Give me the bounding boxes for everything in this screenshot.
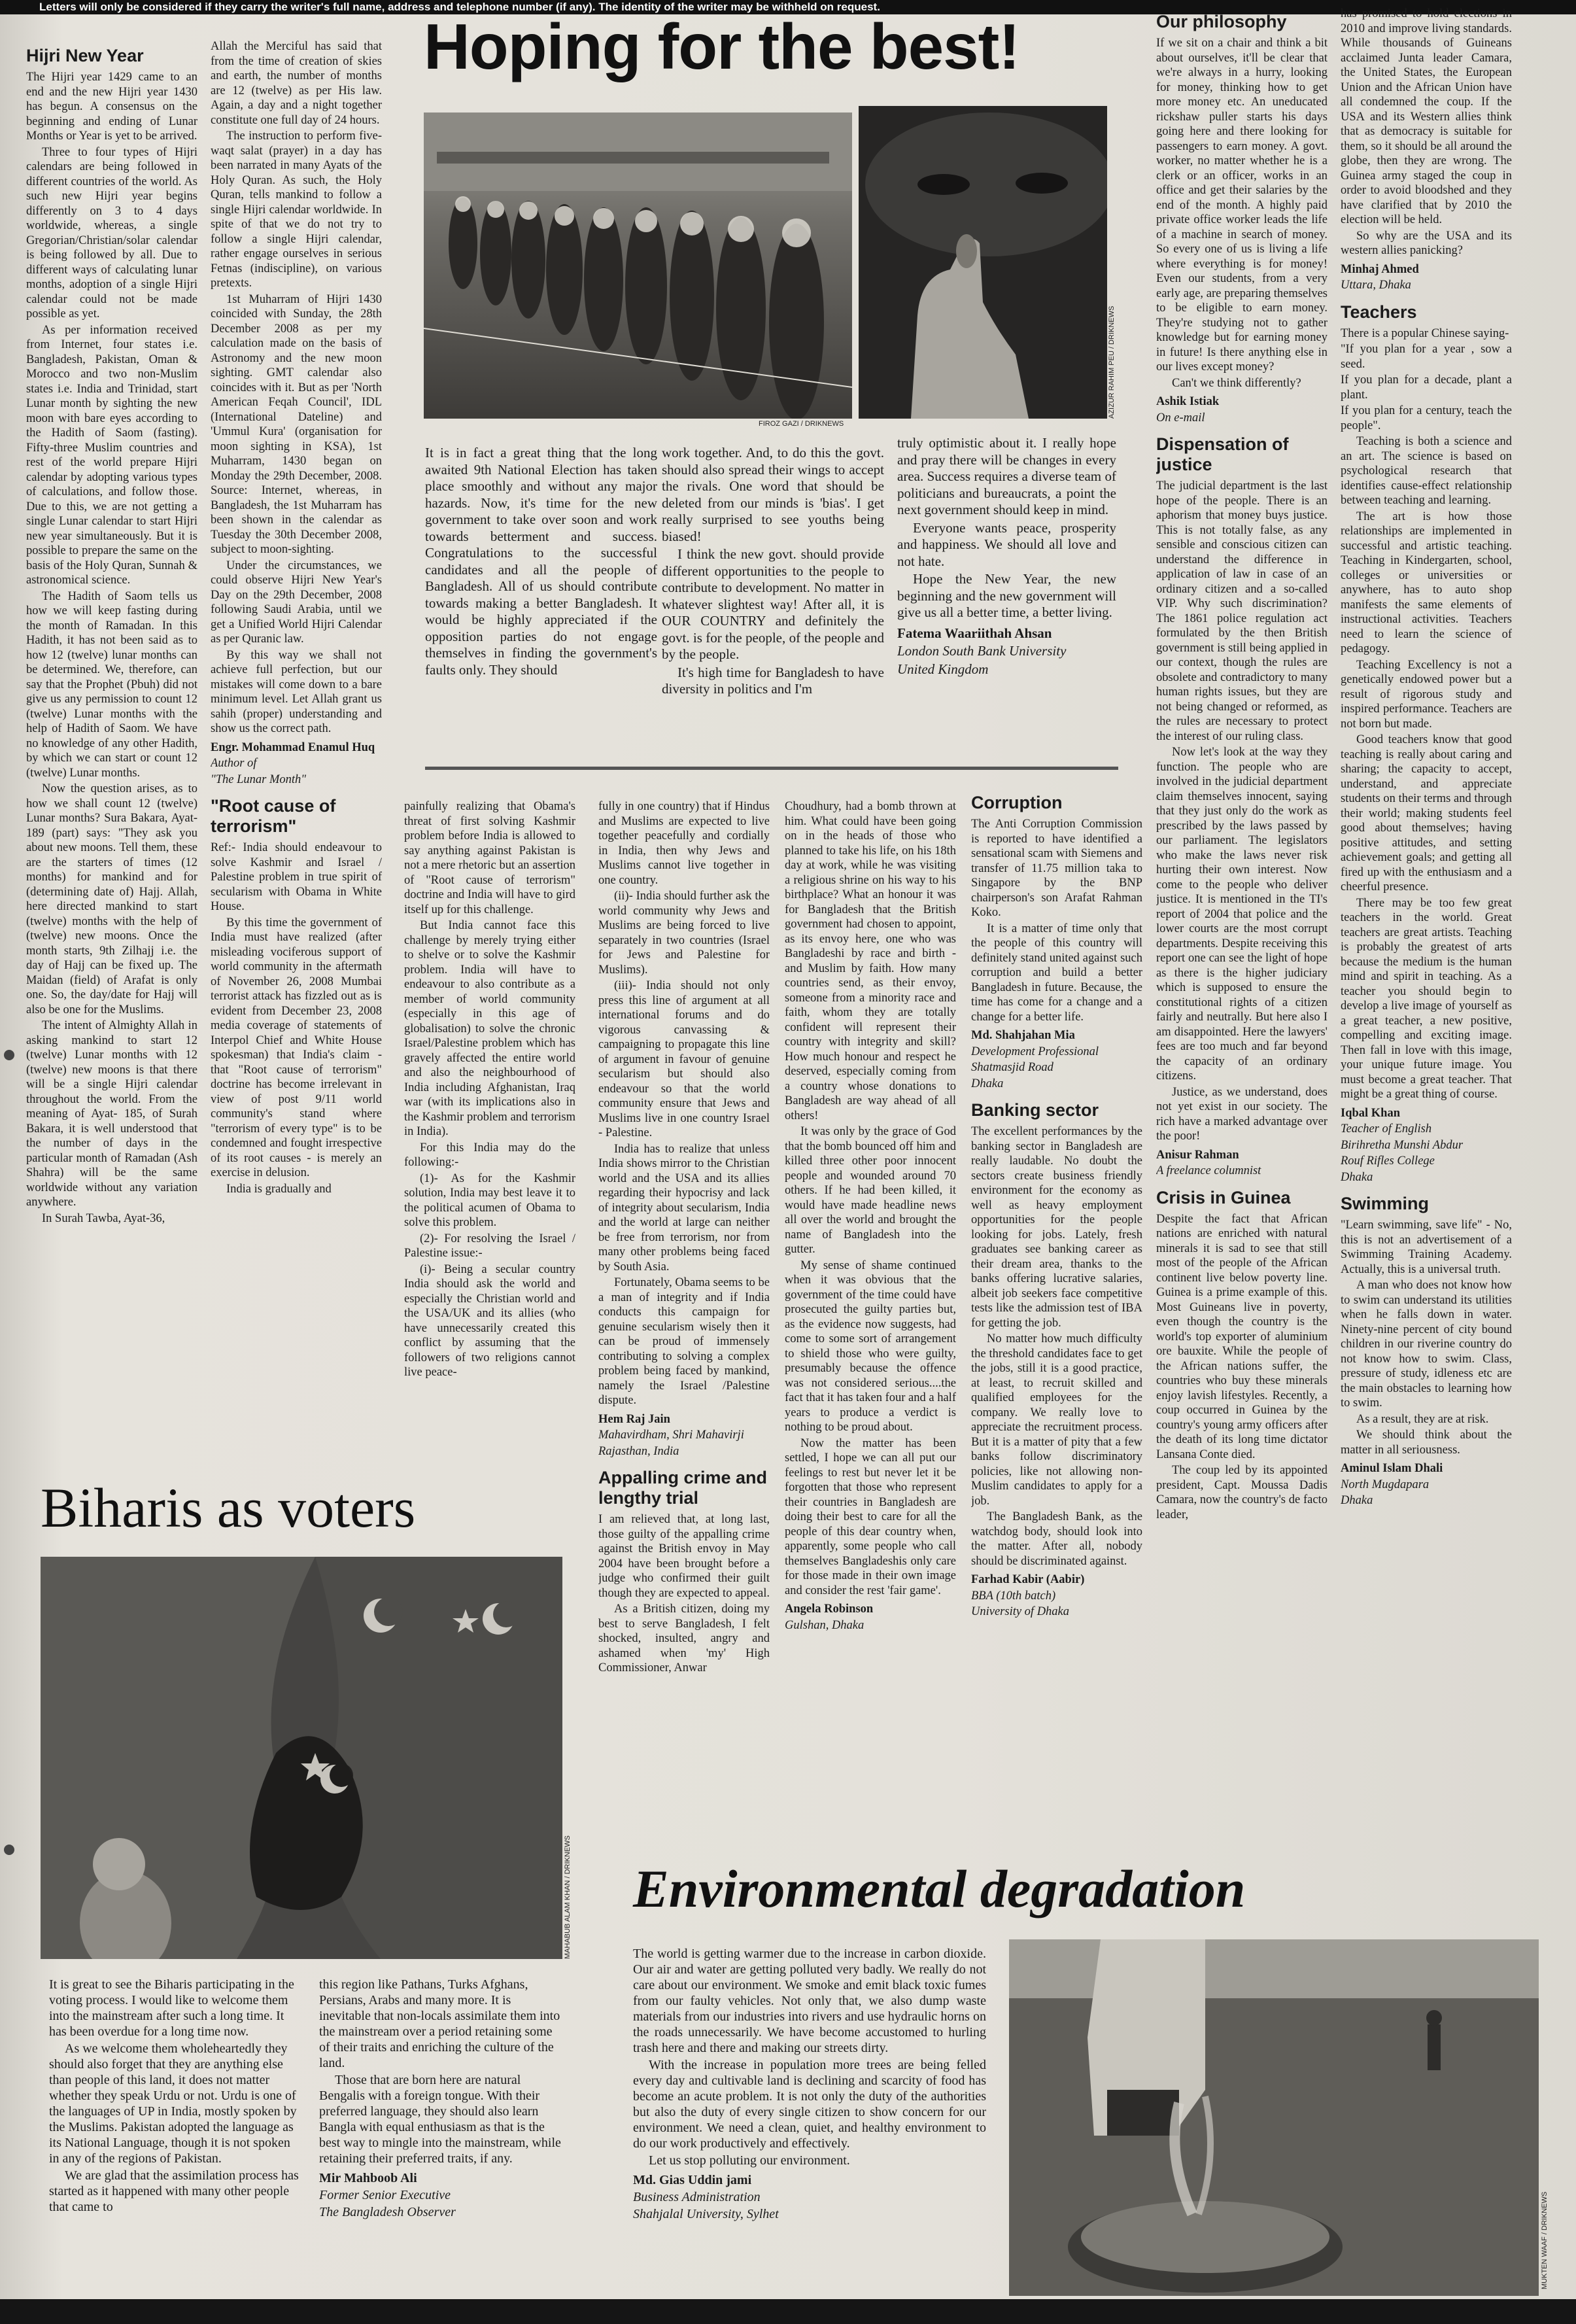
- biharis-column-1: [49, 1977, 301, 2300]
- biharis-photo: [41, 1557, 562, 1959]
- paragraph: Good teachers know that good teaching is really about caring and sharing; the capacity to accept, understand, and appreciate students on their terms and through their world; making students feel good about themselves; having positive attitudes, and setting achievement goals; and getting all fired up with the enthusiasm and a cheerful presence.: [1341, 733, 1512, 893]
- paragraph: work together. And, to do this the govt. should also spread their wings to accept the rivals. One word that should be deleted from our minds is 'bias'. I get really surprised to see youths being biased!: [662, 445, 884, 544]
- paragraph: Can't we think differently?: [1172, 376, 1301, 390]
- guinea-heading: Crisis in Guinea: [1156, 1187, 1291, 1207]
- paragraph: The intent of Almighty Allah in asking mankind to start 12 (twelve) Lunar months with 12 (twelve) new moons is that there will be a single Hijri calendar throughout the world. From the meaning of Ayat- 185, of Surah Bakara, it is well understood that the number of days in the particular month of Ramadan (Ash Shahra) will be the same worldwide without any variation anywhere.: [26, 1019, 197, 1209]
- hijri-affiliation: "The Lunar Month": [211, 772, 307, 786]
- swimming-affiliation: North Mugdapara: [1341, 1478, 1430, 1491]
- root-cause-heading: "Root cause of terrorism": [211, 796, 336, 836]
- crime-column-5: [785, 799, 956, 1964]
- teachers-signature: Iqbal Khan: [1341, 1106, 1401, 1120]
- paragraph: If you plan for a century, teach the people".: [1341, 404, 1512, 432]
- paragraph: Fortunately, Obama seems to be a man of integrity and if India conducts this campaign for genuine secularism wisely then it can be proud of immensely contributing to solving a complex problem being faced by mankind, namely the Israel /Palestine dispute.: [598, 1276, 770, 1407]
- paragraph: The Bangladesh Bank, as the watchdog body, should look into the matter. After all, nobody should be discriminated against.: [971, 1510, 1142, 1568]
- paragraph: Everyone wants peace, prosperity and happiness. We should all love and not hate.: [897, 519, 1116, 569]
- paragraph: has promised to hold elections in 2010 and improve living standards. While thousands of Guineans acclaimed Junta leader Camara, the United States, the European Union and the African Union have all condemned the coup. If the USA and its Western allies think that as democracy is suitable for them, so it should be all around the globe, then they are wrong. The Guinea army staged the coup in order to avoid bloodshed and they have clarified that by 2010 the election will be held.: [1341, 7, 1512, 226]
- paragraph: (i)- Being a secular country India should ask the world and especially the Christian world and the USA/UK and its allies (who have unnecessarily created this conflict by assuming that the followers of two religions cannot live peace-: [404, 1262, 575, 1379]
- paragraph: As a result, they are at risk.: [1356, 1412, 1489, 1426]
- paragraph: As per information received from Internet, four states i.e. Bangladesh, Pakistan, Oman & Morocco and two non-Muslim states i.e. India and Trinidad, start Lunar month by sighting the new moon with bare eyes according to the Hadith of Saom (fasting). Fifty-three Muslim countries and rest of the world prepare Hijri calendar by adopting various types of calculations, and follow those. Due to this, we are not getting a single Lunar calendar to start Hijri new year simultaneously. But it is possible to prepare the same on the basis of the Holy Quran, Sunnah & astronomical science.: [26, 323, 197, 587]
- hoping-affiliation: United Kingdom: [897, 661, 989, 677]
- polluted-river-photo: [1009, 1939, 1539, 2296]
- paragraph: painfully realizing that Obama's threat of first solving Kashmir problem before India is allowed to say anything against Pakistan is not a mere rhetoric but an assertion of "Root cause of terrorism" doctrine and India will have to gird itself up for this challenge.: [404, 800, 575, 916]
- paragraph: It is in fact a great thing that the long awaited 9th National Election has taken place smoothly and without any major hazards. Now, it's time for the new government to take over soon and work towards betterment and success. Congratulations to the successful candidates and all the people of Bangladesh. All of us should contribute towards making a better Bangladesh. It would be highly appreciated if the opposition parties do not engage themselves in finding the government's faults only. They should: [425, 445, 657, 678]
- inked-finger-image: [859, 106, 1107, 419]
- paragraph: Despite the fact that African nations are enriched with natural minerals it is sad to see that still most of the people of the African continent live below poverty line. Guinea is a prime example of this. Most Guineans live in poverty, even though the country is the world's top exporter of aluminium ore bauxite. While the people of the African nations suffer, the countries who buy these minerals enjoy lavish lifestyles. Recently, a coup occurred in Guinea by the country's young army officers after the death of its long time dictator Lansana Conte died.: [1156, 1212, 1328, 1461]
- teachers-affiliation: Birihretha Munshi Abdur: [1341, 1138, 1464, 1152]
- hoping-column-1: [425, 445, 657, 765]
- corruption-affiliation: Development Professional: [971, 1045, 1099, 1058]
- hijri-heading: Hijri New Year: [26, 46, 144, 65]
- justice-signature: Anisur Rahman: [1156, 1148, 1239, 1162]
- paragraph: So why are the USA and its western allies panicking?: [1341, 229, 1512, 257]
- paragraph: Now let's look at the way they function. The people who are involved in the judicial department claim themselves innocent, saying that they just only do the work as prescribed by the laws passed by our parliament. The legislators who make the laws never risk hurting their own interest. Now come to the people who deliver justice. It is mentioned in the TI's report of 2004 that police and the lower courts are the most corrupt departments. Despite receiving this report one can see the light of hope as there is the higher judiciary which is supposed to ensure the constitutional rights of a citizen fairly and neutrally. But here also I am disappointed. Here the lawyers' fees are too much and far beyond the capacity of an ordinary citizens.: [1156, 746, 1328, 1083]
- paragraph: Now the question arises, as to how we shall count 12 (twelve) Lunar months? Sura Bakara, Ayat-189 (part) says: "They ask you about new moons. Tell them, these are the starters of times (12 months) for mankind and for (determining date of) Hajj. Allah, here directed mankind to start (twelve) months with the help of (twelve) new moons. Once the month starts, 9th Zilhajj i.e. the day of Hajj can be fixed up. The Maidan (field) of Arafat is only one. So, the day/date for Hajj will also be one for the Muslims.: [26, 782, 197, 1016]
- letters-policy-banner: Letters will only be considered if they carry the writer's full name, address and telephone number (if any). The identity of the writer may be withheld on request.: [0, 0, 1576, 14]
- section-divider: [425, 767, 1118, 770]
- hijri-affiliation: Author of: [211, 757, 257, 770]
- paragraph: There is a popular Chinese saying-: [1341, 326, 1509, 340]
- paragraph: this region like Pathans, Turks Afghans, Persians, Arabs and many more. It is inevitable that non-locals assimilate them into the mainstream over a period retaining some of their traits and enriching the culture of the land.: [319, 1977, 560, 2070]
- paragraph: With the increase in population more trees are being felled every day and cultivable land is declining and scarcity of food has become an acute problem. It is not only the duty of the authorities but also the duty of every single citizen to show concern for our environment. We need a clean, quiet, and healthy environment to do our work productively and effectively.: [633, 2058, 986, 2151]
- root-cause-column-4: [598, 799, 770, 1964]
- corruption-affiliation: Shatmasjid Road: [971, 1061, 1054, 1074]
- paragraph: Teaching Excellency is not a genetically endowed power but a result of rigorous study and inspired performance. Teachers are not born but made.: [1341, 658, 1512, 731]
- paragraph: It is a matter of time only that the people of this country will definitely stand united against such corruption and build a better Bangladesh in future. Because, the time has come for a change and a change for a better life.: [971, 922, 1142, 1024]
- paragraph: The world is getting warmer due to the increase in carbon dioxide. Our air and water are getting polluted very badly. We really do not care about our environment. We smoke and emit black toxic fumes from our faulty vehicles. Not only that, we also dump waste materials from our industries into rivers and use hydraulic horns on the roads unnecessarily. We have become accustomed to hurling trash here and there and making our streets dirty.: [633, 1947, 986, 2055]
- paragraph: Hope the New Year, the new beginning and the new government will give us all a better time, a better living.: [897, 571, 1116, 620]
- hoping-column-3: [897, 435, 1116, 765]
- paragraph: A man who does not know how to swim can understand its utilities when he falls down in water. Ninety-nine percent of city bound children in our riverine country do not know how to swim. Class, pressure of study, idleness etc are the main obstacles to learning how to swim.: [1341, 1279, 1512, 1410]
- paragraph: "Learn swimming, save life" - No, this is not an advertisement of a Swimming Training Academy. Actually, this is a universal truth.: [1341, 1219, 1512, 1276]
- biharis-column-2: [319, 1977, 562, 2300]
- polluted-river-image: [1009, 1939, 1539, 2296]
- corruption-affiliation: Dhaka: [971, 1077, 1004, 1090]
- environment-title: Environmental degradation: [633, 1859, 1246, 1918]
- biharis-signature: Mir Mahboob Ali: [319, 2171, 417, 2185]
- environment-signature: Md. Gias Uddin jami: [633, 2173, 752, 2187]
- paragraph: Now the matter has been settled, I hope we can all put our feelings to rest but never let it be forgotten that those who represent their countries in Bangladesh are doing their best to care for all the people of this dear country when, apparently, some people who call themselves Bangladeshis only care for those made in their own image and consider the rest 'fair game'.: [785, 1436, 956, 1597]
- paragraph: The coup led by its appointed president, Capt. Moussa Dadis Camara, now the country's de facto leader,: [1156, 1464, 1328, 1521]
- justice-affiliation: A freelance columnist: [1156, 1164, 1261, 1177]
- guinea-signature: Minhaj Ahmed: [1341, 262, 1419, 276]
- environment-affiliation: Shahjalal University, Sylhet: [633, 2207, 779, 2221]
- banking-affiliation: University of Dhaka: [971, 1605, 1070, 1618]
- paragraph: The Hadith of Saom tells us how we will keep fasting during the month of Ramadan. In this Hadith, it has not been said as to how 12 (twelve) lunar months can be determined. We, therefore, can say that the Prophet (Pbuh) did not give us any permission to count 12 (twelve) Lunar months with the help of Hadith of Saom. We have no knowledge of any other Hadith, by which we can start or count 12 (twelve) Lunar months.: [26, 589, 197, 780]
- paragraph: I am relieved that, at long last, those guilty of the appalling crime against the British envoy in May 2004 have been brought before a judge who confirmed their guilt though they are expected to appeal.: [598, 1513, 770, 1600]
- paragraph: Choudhury, had a bomb thrown at him. What could have been going on in the heads of those who planned to take his life, on his 18th day at work, while he was visiting a religious shrine on his way to his birthplace? What an honour it was for Bangladesh that the British government had chosen to appoint, as its envoy here, one who was Bangladeshi by race and birth - and Muslim by faith. How many countries send, as their envoy, someone from a minority race and faith, whom they are totally confident will represent their country with integrity and skill? How much honour and respect he deserved, especially coming from a country whose donations to Bangladesh are way ahead of all others!: [785, 800, 956, 1122]
- photo-credit: MAHABUB ALAM KHAN / DRIKNEWS: [564, 1835, 572, 1959]
- environment-affiliation: Business Administration: [633, 2190, 761, 2204]
- banking-signature: Farhad Kabir (Aabir): [971, 1573, 1085, 1586]
- binder-hole: [4, 1050, 14, 1060]
- photo-credit: FIROZ GAZI / DRIKNEWS: [759, 420, 844, 428]
- paragraph: (2)- For resolving the Israel / Palestine issue:-: [404, 1232, 575, 1260]
- paragraph: Those that are born here are natural Bengalis with a foreign tongue. With their preferred language, they should also learn Bangla with equal enthusiasm as that is the best way to mingle into the mainstream, while retaining their preferred traits, if any.: [319, 2073, 561, 2166]
- paragraph: Ref:- India should endeavour to solve Kashmir and Israel / Palestine problem in true spirit of secularism with Obama in White House.: [211, 841, 382, 913]
- paragraph: The excellent performances by the banking sector in Bangladesh are really laudable. No doubt the sectors create business friendly environment for the economy as well as heavy employment opportunities for the people looking for jobs. Lately, fresh graduates see banking career as their dream area, thanks to the banks offering lucrative salaries, albeit job seekers face competitive tests like the admission test of IBA for getting the job.: [971, 1125, 1142, 1330]
- corruption-banking-column: [971, 793, 1142, 1833]
- environment-column: [633, 1946, 986, 2299]
- hoping-signature: Fatema Waariithah Ahsan: [897, 625, 1052, 641]
- hoping-column-2: [662, 445, 884, 765]
- paragraph: The Hijri year 1429 came to an end and the new Hijri year 1430 has begun. A consensus on the beginning and ending of Lunar Months or Year is yet to be arrived.: [26, 71, 197, 143]
- voters-queue-image: [424, 113, 852, 419]
- paragraph: fully in one country) that if Hindus and Muslims are expected to live together peacefully and cordially in India, then why Jews and Muslims cannot live together in one country.: [598, 800, 770, 887]
- corruption-signature: Md. Shahjahan Mia: [971, 1029, 1075, 1042]
- paragraph: There may be too few great teachers in the world. Great teachers are great artists. Teaching is probably the greatest of arts because the medium is the human mind and spirit in teaching. As a teacher you should begin to develop a live image of yourself as a great teacher, a new positive, compelling and exciting image. Then fall in love with this image, your unique future image. You must become a great teacher. That might be a great thing of course.: [1341, 896, 1512, 1101]
- crime-affiliation: Gulshan, Dhaka: [785, 1618, 865, 1632]
- paragraph: 1st Muharram of Hijri 1430 coincided with Sunday, the 28th December 2008 as per my calculation made on the basis of Astronomy and the new moon sighting. GMT calendar also coincides with it. But as per 'North American Feqah Council', IDL (International Dateline) and 'Ummul Kura' (organisation for moon sighting in KSA), 1st Muharram, 1430 began on Monday the 29th December, 2008. Source: Internet, whereas, in Bangladesh, the 1st Muharram has been shown in the calendar as Tuesday the 30th December 2008, subject to moon-sighting.: [211, 292, 382, 556]
- voters-queue-photo: [424, 113, 852, 419]
- paragraph: If we sit on a chair and think a bit about ourselves, it'll be clear that we're always in a hurry, looking for money, thinking how to get more money etc. An uneducated rickshaw puller starts his days going here and there looking for passengers to earn money. A govt. worker, no matter whether he is a clerk or an officer, works in an office and get their salaries by the end of the month. A highly paid private office worker leads the life of a machine in search of money. So every one of us is living a life where everything is for money! Even our students, from a very early age, are preparing themselves to be eligible to earn money. They're studying not to gather knowledge but for earning money in future! Is there anything else in our lives except money?: [1156, 37, 1328, 373]
- paragraph: Teaching is both a science and an art. The science is based on psychological research that identifies cause-effect relationship between teaching and learning.: [1341, 435, 1512, 507]
- teachers-heading: Teachers: [1341, 302, 1417, 322]
- corruption-heading: Corruption: [971, 793, 1063, 812]
- philosophy-heading: Our philosophy: [1156, 12, 1287, 31]
- paragraph: As a British citizen, doing my best to serve Bangladesh, I felt shocked, insulted, angry and ashamed when 'my' High Commissioner, Anwar: [598, 1603, 770, 1674]
- paragraph: For this India may do the following:-: [404, 1141, 575, 1169]
- hoping-title: Hoping for the best!: [424, 10, 1019, 82]
- paragraph: In Surah Tawba, Ayat-36,: [42, 1211, 165, 1225]
- crime-signature: Angela Robinson: [785, 1603, 874, 1616]
- binder-hole: [4, 1845, 14, 1855]
- swimming-signature: Aminul Islam Dhali: [1341, 1462, 1443, 1475]
- root-cause-affiliation: Mahavirdham, Shri Mahavirji: [598, 1429, 744, 1442]
- paragraph: Let us stop polluting our environment.: [649, 2153, 850, 2168]
- paragraph: By this way we shall not achieve full perfection, but our mistakes will come down to a bare minimum level. Let Allah grant us sahih (proper) understanding and show us the correct path.: [211, 648, 382, 735]
- teachers-affiliation: Dhaka: [1341, 1170, 1373, 1184]
- paragraph: (iii)- India should not only press this line of argument at all international forums and do vigorous canvassing & campaigning to propagate this line of argument in favour of genuine secularism but should also endeavour so that the world community ensure that Jews and Muslims live in one country Israel - Palestine.: [598, 979, 770, 1139]
- paragraph: The art is how those relationships are implemented in successful and artistic teaching. Teaching in Kindergarten, school, colleges or universities or anywhere, has to auto shop manifests the same elements of instructional activities. Teachers need to learn the science of pedagogy.: [1341, 510, 1512, 655]
- paragraph: I think the new govt. should provide different opportunities to the people to contribute to development. No matter in whatever slightest way! After all, it is OUR COUNTRY and definitely the govt. is for the people, of the people and by the people.: [662, 546, 884, 662]
- hijri-signature: Engr. Mohammad Enamul Huq: [211, 740, 375, 754]
- biharis-affiliation: Former Senior Executive: [319, 2188, 451, 2202]
- paragraph: As we welcome them wholeheartedly they should also forget that they are anything else than people of this land, it does not matter whether they speak Urdu or not. Urdu is one of the languages of UP in India, mostly spoken by the Muslims. Pakistan adopted the language as its National Language, though it is not spoken in any of the regions of Pakistan.: [49, 2041, 297, 2166]
- paragraph: The Anti Corruption Commission is reported to have identified a sensational scam with Siemens and transfer of 11.75 million taka to Singapore by the BNP chairperson's son Arafat Rahman Koko.: [971, 818, 1142, 919]
- paragraph: India has to realize that unless India shows mirror to the Christian world and the USA and its allies regarding their hypocrisy and lack of integrity about secularism, India and the world at large can neither be free from terrorism, nor from many other problems being faced by South Asia.: [598, 1142, 770, 1274]
- paragraph: truly optimistic about it. I really hope and pray there will be changes in every area. Success requires a diverse team of politicians and bureaucrats, a point the next government should keep in mind.: [897, 435, 1116, 517]
- biharis-title: Biharis as voters: [41, 1476, 416, 1539]
- paragraph: It's high time for Bangladesh to have diversity in politics and I'm: [662, 664, 884, 697]
- philosophy-justice-guinea-column: [1156, 12, 1328, 1909]
- paragraph: India is gradually and: [226, 1182, 332, 1196]
- paragraph: If you plan for a decade, plant a plant.: [1341, 373, 1512, 402]
- page-bottom-edge: [0, 2299, 1576, 2324]
- paragraph: The judicial department is the last hope of the people. There is an aphorism that money buys justice. This is not totally false, as any sensible and conscious citizen can understand the difference in application of law in case of an ordinary citizen and a so-called VIP. Why such discrimination? The 1861 police regulation act formulated by the then British government is still being applied in our context, though the rules are obsolete and contradictory to many human rights issues, but they are not being changed or reformed, as the rules are necessary to protect the interest of our ruling class.: [1156, 479, 1328, 743]
- paragraph: Three to four types of Hijri calendars are being followed in different countries of the world. As such new Hijri year begins differently on 3 to 4 days worldwide, whereas, a single Gregorian/Christian/solar calendar is being followed by all. Due to different ways of calculating lunar months, adoption of a single Hijri calendar could not be made possible as yet.: [26, 145, 197, 321]
- philosophy-affiliation: On e-mail: [1156, 411, 1205, 425]
- guinea-teachers-swimming-column: [1341, 7, 1512, 1903]
- paragraph: (ii)- India should further ask the world community why Jews and Muslims are being forced to live separately in two countries (Israel for Jews and Palestine for Muslims).: [598, 890, 770, 977]
- paragraph: The instruction to perform five-waqt salat (prayer) in a day has been narrated in many Ayats of the Holy Quran. As such, the Holy Quran, tells mankind to follow a single Hijri calendar worldwide. In spite of that we do not try to follow a single Hijri calendar, rather engage ourselves in serious Fetnas (indiscipline), on various pretexts.: [211, 130, 382, 290]
- paragraph: (1)- As for the Kashmir solution, India may best leave it to the political acumen of Obama to solve this problem.: [404, 1171, 575, 1229]
- root-cause-affiliation: Rajasthan, India: [598, 1444, 679, 1458]
- paragraph: We are glad that the assimilation process has started as it happened with many other people that came to: [49, 2168, 299, 2214]
- justice-heading: Dispensation of justice: [1156, 434, 1289, 474]
- hoping-affiliation: London South Bank University: [897, 643, 1067, 659]
- crime-heading: Appalling crime and lengthy trial: [598, 1468, 768, 1508]
- paragraph: Under the circumstances, we could observe Hijri New Year's Day on the 29th December, 2008 following Saudi Arabia, until we get a Unified World Hijri Calendar as per Quranic law.: [211, 559, 382, 646]
- philosophy-signature: Ashik Istiak: [1156, 395, 1220, 408]
- paragraph: Justice, as we understand, does not yet exist in our society. The rich have a marked advantage over the poor!: [1156, 1085, 1328, 1143]
- swimming-affiliation: Dhaka: [1341, 1494, 1373, 1507]
- biharis-affiliation: The Bangladesh Observer: [319, 2205, 456, 2219]
- photo-credit: MUKTEN WAAF / DRIKNEWS: [1541, 2191, 1549, 2289]
- root-cause-signature: Hem Raj Jain: [598, 1412, 670, 1426]
- paragraph: "If you plan for a year , sow a seed.: [1341, 343, 1512, 371]
- paragraph: My sense of shame continued when it was obvious that the government of the time could have prosecuted the guilty parties but, as the evidence now suggests, had come to some sort of arrangement to shield those who were guilty, presumably because the offence was not considered serious....the fact that it has taken four and a half years to produce a verdict is nothing to be proud about.: [785, 1258, 956, 1434]
- paragraph: But India cannot face this challenge by merely trying either to shelve or to solve the Kashmir problem. India will have to endeavour to also contribute as a member of world community (especially in this age of globalisation) to solve the chronic Israel/Palestine problem which has gravely affected the entire world and also the neighbourhood of India including Afghanistan, Iraq war (with its implications also in the Kashmir problem and terrorism in India).: [404, 919, 575, 1138]
- paragraph: We should think about the matter in all seriousness.: [1341, 1429, 1512, 1457]
- banking-affiliation: BBA (10th batch): [971, 1589, 1056, 1603]
- teachers-affiliation: Rouf Rifles College: [1341, 1154, 1435, 1168]
- paragraph: No matter how much difficulty the threshold candidates face to get the jobs, still it is a good practice, at least, to recruit skilled and qualified employees for the company. We really love to appreciate the recruitment process. But it is a matter of pity that a few banks follow discriminatory policies, like not allowing non-Muslim candidates to apply for a job.: [971, 1332, 1142, 1508]
- inked-finger-photo: [859, 106, 1107, 419]
- paragraph: Allah the Merciful has said that from the time of creation of skies and earth, the number of months are 12 (twelve) as per His law. Again, a day and a night together constitute one full day of 24 hours.: [211, 40, 382, 127]
- teachers-affiliation: Teacher of English: [1341, 1122, 1432, 1136]
- paragraph: It is great to see the Biharis participating in the voting process. I would like to welcome them into the mainstream after such a long time. It has been overdue for a long time now.: [49, 1977, 294, 2039]
- guinea-affiliation: Uttara, Dhaka: [1341, 279, 1411, 292]
- photo-credit: AZIZUR RAHIM PEU / DRIKNEWS: [1108, 305, 1116, 419]
- paragraph: It was only by the grace of God that the bomb bounced off him and killed three other poor innocent people and wounded around 70 others. If he had been killed, it would have made headline news all over the world and brought the name of Bangladesh into the gutter.: [785, 1125, 956, 1256]
- banking-heading: Banking sector: [971, 1100, 1099, 1120]
- paragraph: By this time the government of India must have realized (after misleading vociferous support of world community in the aftermath of November 26, 2008 Mumbai terrorist attack has fizzled out as is evident from December 23, 2008 media coverage of statements of Interpol Chief and White House spokesman) that India's claim - that "Root cause of terrorism" doctrine has become irrelevant in view of post 9/11 world community's stand where "terrorism of every type" is to be condemned and fought irrespective of its root causes - is merely an exercise in delusion.: [211, 916, 382, 1179]
- biharis-image: [41, 1557, 562, 1959]
- swimming-heading: Swimming: [1341, 1194, 1430, 1213]
